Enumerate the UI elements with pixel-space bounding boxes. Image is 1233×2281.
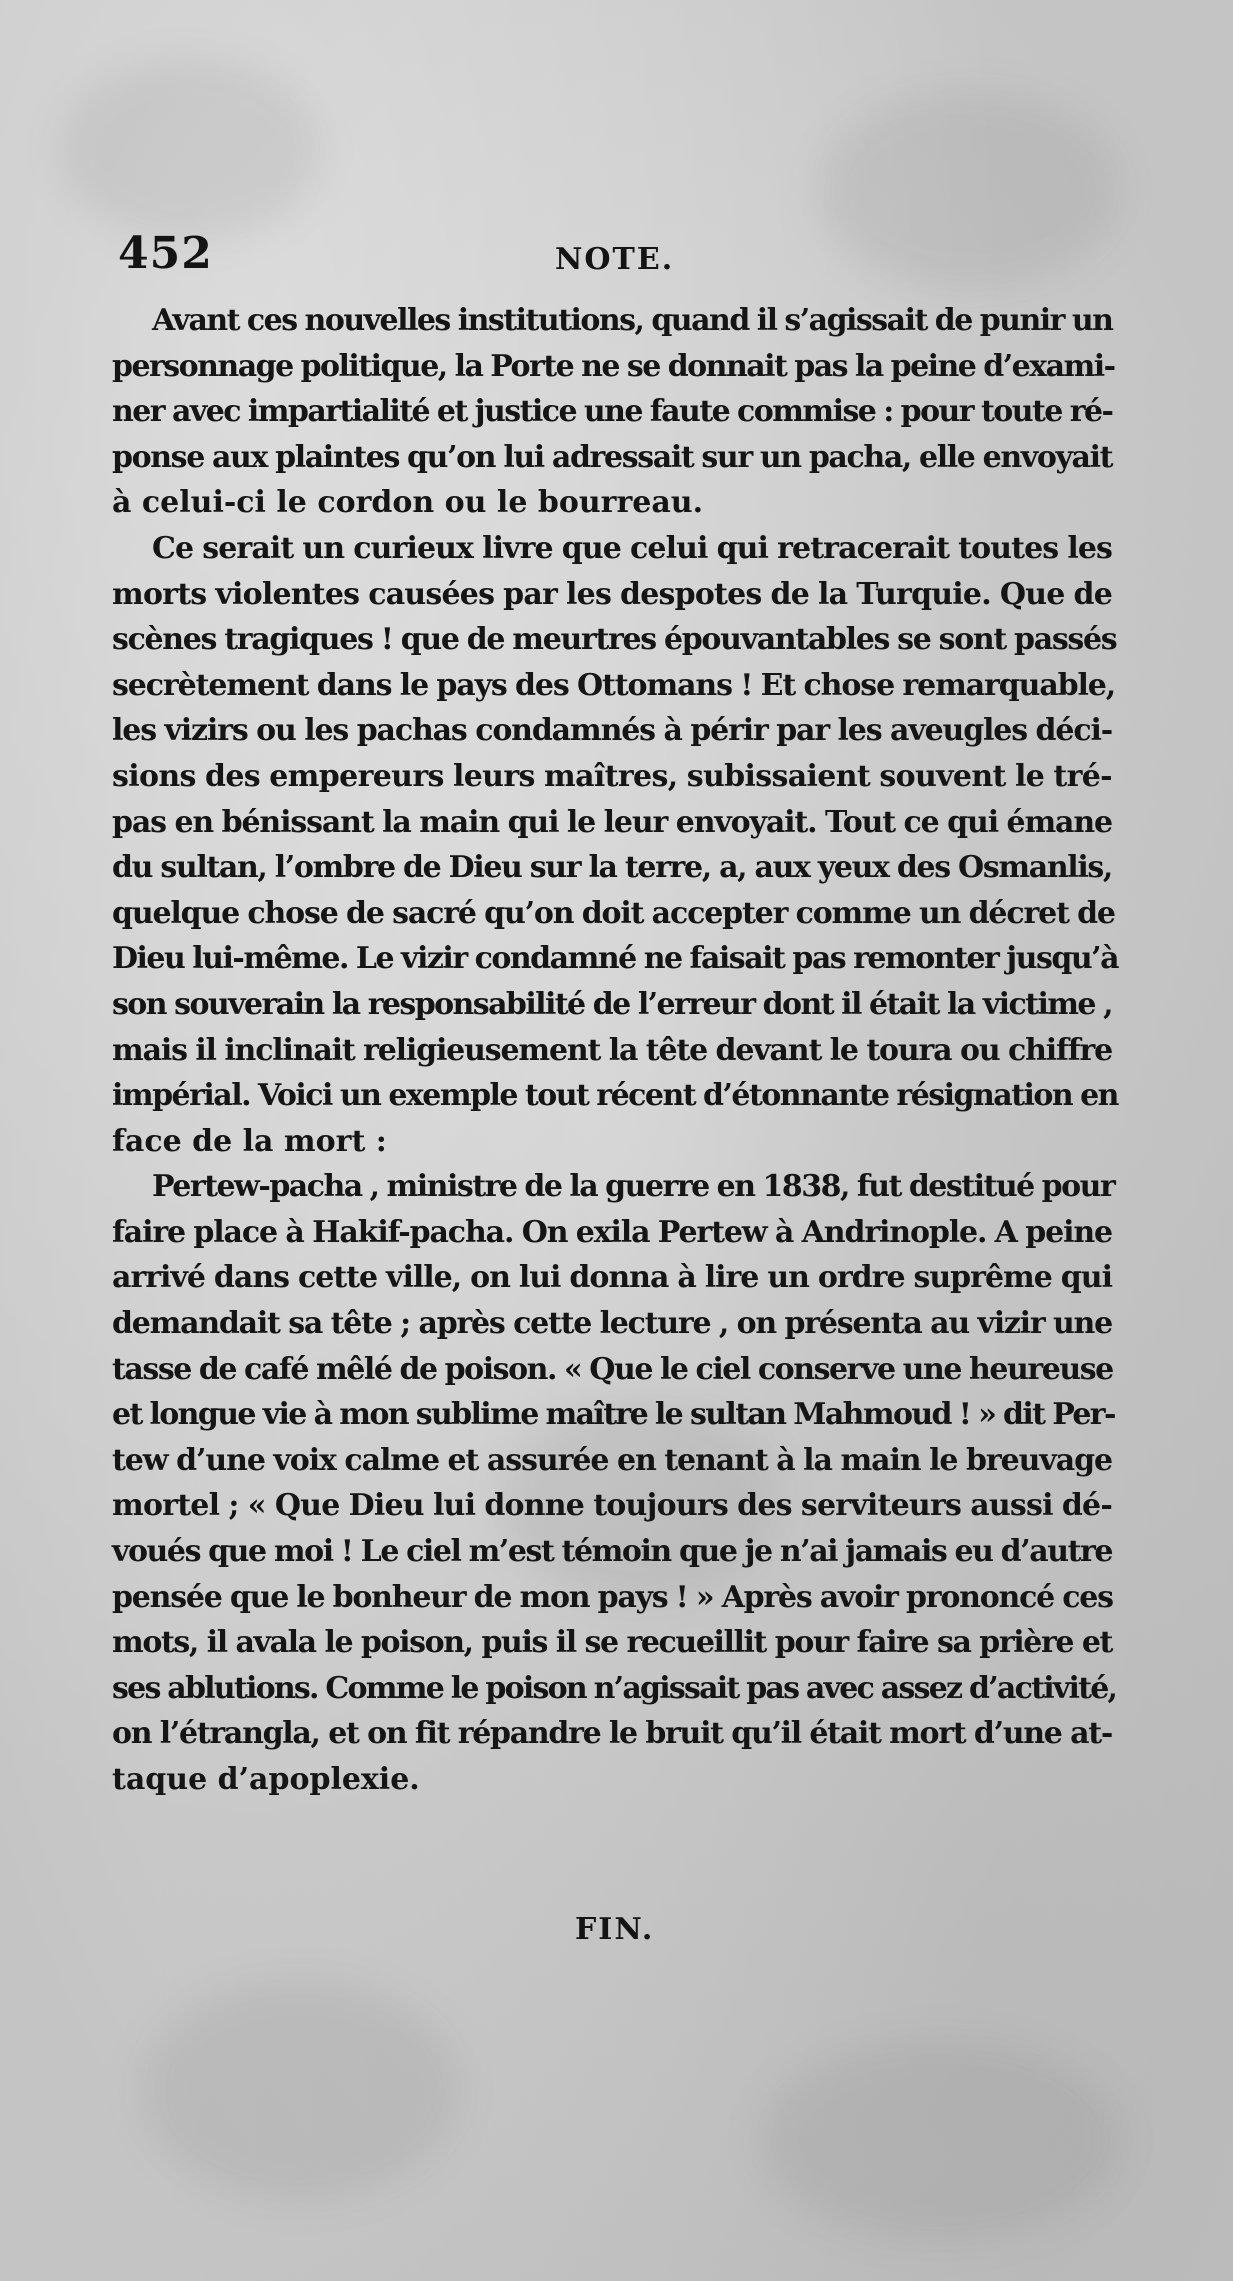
- text-line: mortel ; « Que Dieu lui donne toujours des serviteurs aussi dé-: [112, 1488, 1112, 1524]
- paragraph-1: [112, 298, 1115, 526]
- text-line: à celui-ci le cordon ou le bourreau.: [112, 485, 704, 521]
- text-line: du sultan, l’ombre de Dieu sur la terre, a, aux yeux des Osmanlis,: [112, 850, 1112, 886]
- text-line: pas en bénissant la main qui le leur envoyait. Tout ce qui émane: [112, 804, 1112, 840]
- text-line: quelque chose de sacré qu’on doit accepter comme un décret de: [112, 895, 1115, 931]
- text-line: son souverain la responsabilité de l’erreur dont il était la victime ,: [112, 986, 1112, 1022]
- text-line: ner avec impartialité et justice une faute commise : pour toute ré-: [112, 394, 1113, 430]
- text-line: pensée que le bonheur de mon pays ! » Après avoir prononcé ces: [112, 1579, 1113, 1615]
- text-line: Ce serait un curieux livre que celui qui retracerait toutes les: [152, 530, 1112, 566]
- text-line: voués que moi ! Le ciel m’est témoin que je n’ai jamais eu d’autre: [112, 1534, 1112, 1570]
- text-line: mots, il avala le poison, puis il se recueillit pour faire sa prière et: [112, 1625, 1112, 1661]
- text-line: demandait sa tête ; après cette lecture , on présenta au vizir une: [112, 1306, 1112, 1342]
- text-line: tasse de café mêlé de poison. « Que le ciel conserve une heureuse: [112, 1351, 1113, 1387]
- text-line: Avant ces nouvelles institutions, quand il s’agissait de punir un: [152, 303, 1113, 338]
- text-line: les vizirs ou les pachas condamnés à périr par les aveugles déci-: [112, 713, 1112, 749]
- text-line: morts violentes causées par les despotes de la Turquie. Que de: [112, 576, 1112, 612]
- text-line: ses ablutions. Comme le poison n’agissait pas avec assez d’activité,: [112, 1670, 1117, 1706]
- text-line: taque d’apoplexie.: [112, 1762, 420, 1797]
- text-line: Pertew-pacha , ministre de la guerre en 1838, fut destitué pour: [152, 1169, 1115, 1205]
- text-line: Dieu lui-même. Le vizir condamné ne faisait pas remonter jusqu’à: [112, 941, 1119, 977]
- text-line: personnage politique, la Porte ne se donnait pas la peine d’exami-: [112, 348, 1115, 384]
- text-line: et longue vie à mon sublime maître le sultan Mahmoud ! » dit Per-: [112, 1397, 1115, 1433]
- text-line: mais il inclinait religieusement la tête devant le toura ou chiffre: [112, 1032, 1112, 1068]
- paper-stain: [60, 60, 320, 240]
- text-line: ponse aux plaintes qu’on lui adressait sur un pacha, elle envoyait: [112, 439, 1113, 475]
- text-line: tew d’une voix calme et assurée en tenant à la main le breuvage: [112, 1442, 1112, 1478]
- text-line: scènes tragiques ! que de meurtres épouvantables se sont passés: [112, 622, 1117, 658]
- text-line: face de la mort :: [112, 1123, 387, 1159]
- end-mark: FIN.: [575, 1912, 655, 1947]
- running-head: NOTE.: [555, 242, 675, 277]
- paragraph-2: [112, 526, 1119, 1164]
- text-line: impérial. Voici un exemple tout récent d’étonnante résignation en: [112, 1078, 1118, 1114]
- page-header: [118, 228, 1118, 288]
- text-line: secrètement dans le pays des Ottomans ! Et chose remarquable,: [112, 667, 1116, 703]
- paper-stain: [760, 2040, 1120, 2240]
- paragraph-3: [112, 1164, 1117, 1802]
- page-number: 452: [118, 228, 213, 279]
- text-line: arrivé dans cette ville, on lui donna à lire un ordre suprême qui: [112, 1260, 1112, 1296]
- paper-stain: [140, 1980, 460, 2200]
- text-line: sions des empereurs leurs maîtres, subissaient souvent le tré-: [112, 758, 1112, 794]
- note-body: [112, 298, 1119, 1803]
- text-line: faire place à Hakif-pacha. On exila Pertew à Andrinople. A peine: [112, 1214, 1112, 1250]
- text-line: on l’étrangla, et on fit répandre le bruit qu’il était mort d’une at-: [112, 1716, 1112, 1752]
